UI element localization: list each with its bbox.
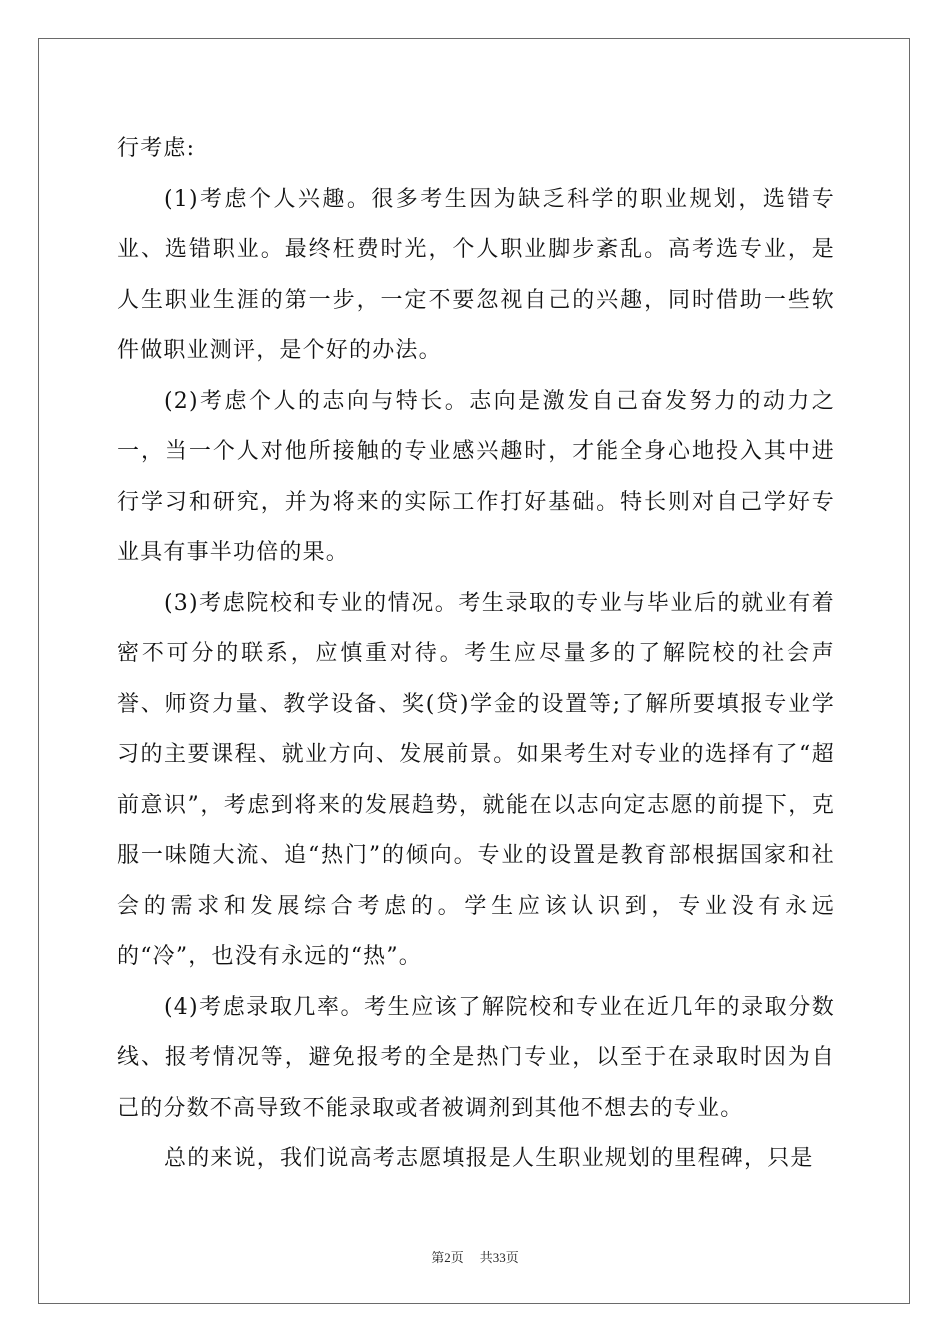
paragraph-summary: 总的来说，我们说高考志愿填报是人生职业规划的里程碑，只是 <box>164 1146 814 1171</box>
page-number: 第2页 <box>431 1250 464 1265</box>
paragraph-aspiration: (2)考虑个人的志向与特长。志向是激发自己奋发努力的动力之一，当一个人对他所接触的专业感兴趣时，才能全身心地投入其中进行学习和研究，并为将来的实际工作打好基础。特长则对自己学好专业具有事半功倍的果。 <box>117 388 835 565</box>
paragraph-continuation: 行考虑: <box>117 136 196 161</box>
paragraph-school-major: (3)考虑院校和专业的情况。考生录取的专业与毕业后的就业有着密不可分的联系，应慎重对待。考生应尽量多的了解院校的社会声誉、师资力量、教学设备、奖(贷)学金的设置等;了解所要填报专业学习的主要课程、就业方向、发展前景。如果考生对专业的选择有了“超前意识”，考虑到将来的发展趋势，就能在以志向定志愿的前提下，克服一味随大流、追“热门”的倾向。专业的设置是教育部根据国家和社会的需求和发展综合考虑的。学生应该认识到，专业没有永远的“冷”，也没有永远的“热”。 <box>117 590 835 969</box>
paragraph-interest: (1)考虑个人兴趣。很多考生因为缺乏科学的职业规划，选错专业、选错职业。最终枉费时光，个人职业脚步紊乱。高考选专业，是人生职业生涯的第一步，一定不要忽视自己的兴趣，同时借助一些软件做职业测评，是个好的办法。 <box>117 186 835 363</box>
page-footer <box>0 1247 950 1266</box>
document-body <box>117 124 835 1185</box>
page-total: 共33页 <box>479 1250 519 1265</box>
paragraph-admission-rate: (4)考虑录取几率。考生应该了解院校和专业在近几年的录取分数线、报考情况等，避免报考的全是热门专业，以至于在录取时因为自己的分数不高导致不能录取或者被调剂到其他不想去的专业。 <box>117 994 835 1121</box>
